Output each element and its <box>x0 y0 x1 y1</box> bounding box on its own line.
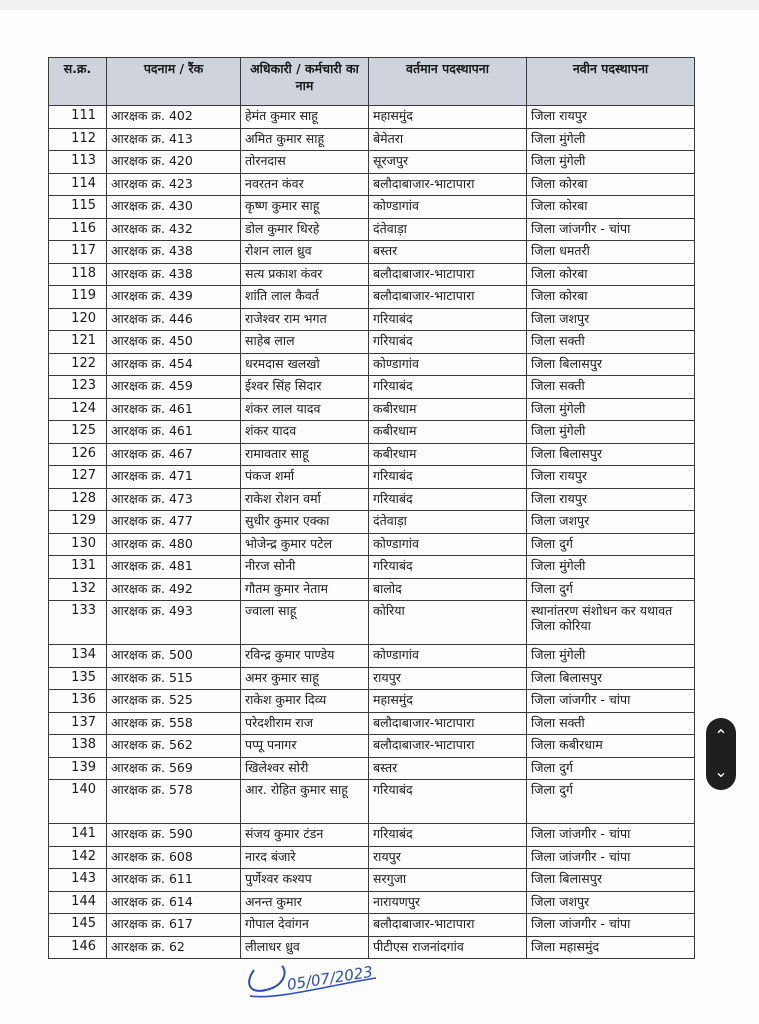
new-posting-cell: जिला दुर्ग <box>527 757 695 780</box>
rank-cell: आरक्षक क्र. 515 <box>107 667 241 690</box>
serial-cell: 131 <box>49 556 107 579</box>
name-cell: खिलेश्वर सोरी <box>241 757 369 780</box>
new-posting-cell: जिला महासमुंद <box>527 936 695 959</box>
rank-cell: आरक्षक क्र. 611 <box>107 869 241 892</box>
current-posting-cell: रायपुर <box>369 667 527 690</box>
serial-cell: 138 <box>49 735 107 758</box>
name-cell: सुधीर कुमार एक्का <box>241 511 369 534</box>
rank-cell: आरक्षक क्र. 493 <box>107 601 241 645</box>
rank-cell: आरक्षक क्र. 461 <box>107 421 241 444</box>
serial-cell: 118 <box>49 263 107 286</box>
new-posting-cell: जिला जशपुर <box>527 891 695 914</box>
rank-cell: आरक्षक क्र. 558 <box>107 712 241 735</box>
table-row <box>49 645 695 668</box>
new-posting-cell: जिला बिलासपुर <box>527 869 695 892</box>
current-posting-cell: कबीरधाम <box>369 443 527 466</box>
table-row <box>49 780 695 824</box>
current-posting-cell: बलौदाबाजार-भाटापारा <box>369 173 527 196</box>
current-posting-cell: गरियाबंद <box>369 308 527 331</box>
name-cell: राजेश्वर राम भगत <box>241 308 369 331</box>
serial-cell: 130 <box>49 533 107 556</box>
table-row <box>49 421 695 444</box>
rank-cell: आरक्षक क्र. 402 <box>107 106 241 129</box>
name-cell: अमित कुमार साहू <box>241 128 369 151</box>
table-row <box>49 466 695 489</box>
rank-cell: आरक्षक क्र. 450 <box>107 331 241 354</box>
current-posting-cell: महासमुंद <box>369 690 527 713</box>
table-header-row <box>49 58 695 106</box>
signature-date: 05/07/2023 <box>285 962 375 994</box>
header-name: अधिकारी / कर्मचारी का नाम <box>241 58 369 106</box>
serial-cell: 124 <box>49 398 107 421</box>
current-posting-cell: बलौदाबाजार-भाटापारा <box>369 286 527 309</box>
current-posting-cell: कोण्डागांव <box>369 533 527 556</box>
table-row <box>49 690 695 713</box>
serial-cell: 119 <box>49 286 107 309</box>
name-cell: राकेश रोशन वर्मा <box>241 488 369 511</box>
current-posting-cell: गरियाबंद <box>369 824 527 847</box>
table-row <box>49 308 695 331</box>
new-posting-cell: जिला रायपुर <box>527 488 695 511</box>
rank-cell: आरक्षक क्र. 471 <box>107 466 241 489</box>
table-row <box>49 488 695 511</box>
rank-cell: आरक्षक क्र. 590 <box>107 824 241 847</box>
name-cell: साहेब लाल <box>241 331 369 354</box>
new-posting-cell: जिला जांजगीर - चांपा <box>527 846 695 869</box>
table-body <box>49 106 695 959</box>
table-row <box>49 331 695 354</box>
serial-cell: 136 <box>49 690 107 713</box>
serial-cell: 114 <box>49 173 107 196</box>
current-posting-cell: बालोद <box>369 578 527 601</box>
handwritten-signature <box>236 950 386 1010</box>
rank-cell: आरक्षक क्र. 608 <box>107 846 241 869</box>
name-cell: तोरनदास <box>241 151 369 174</box>
new-posting-cell: जिला मुंगेली <box>527 421 695 444</box>
rank-cell: आरक्षक क्र. 430 <box>107 196 241 219</box>
new-posting-cell: जिला बिलासपुर <box>527 443 695 466</box>
serial-cell: 133 <box>49 601 107 645</box>
current-posting-cell: पीटीएस राजनांदगांव <box>369 936 527 959</box>
table-row <box>49 824 695 847</box>
rank-cell: आरक्षक क्र. 461 <box>107 398 241 421</box>
name-cell: कृष्ण कुमार साहू <box>241 196 369 219</box>
rank-cell: आरक्षक क्र. 432 <box>107 218 241 241</box>
new-posting-cell: जिला जशपुर <box>527 308 695 331</box>
current-posting-cell: गरियाबंद <box>369 780 527 824</box>
rank-cell: आरक्षक क्र. 614 <box>107 891 241 914</box>
name-cell: शंकर यादव <box>241 421 369 444</box>
new-posting-cell: जिला मुंगेली <box>527 398 695 421</box>
table-row <box>49 735 695 758</box>
new-posting-cell: जिला दुर्ग <box>527 578 695 601</box>
name-cell: परेदशीराम राज <box>241 712 369 735</box>
new-posting-cell: जिला कोरबा <box>527 263 695 286</box>
new-posting-cell: जिला कोरबा <box>527 196 695 219</box>
name-cell: नीरज सोनी <box>241 556 369 579</box>
current-posting-cell: कबीरधाम <box>369 421 527 444</box>
serial-cell: 117 <box>49 241 107 264</box>
rank-cell: आरक्षक क्र. 569 <box>107 757 241 780</box>
table-row <box>49 667 695 690</box>
serial-cell: 142 <box>49 846 107 869</box>
serial-cell: 141 <box>49 824 107 847</box>
current-posting-cell: महासमुंद <box>369 106 527 129</box>
current-posting-cell: बलौदाबाजार-भाटापारा <box>369 712 527 735</box>
name-cell: नवरतन कंवर <box>241 173 369 196</box>
name-cell: ज्वाला साहू <box>241 601 369 645</box>
table-row <box>49 173 695 196</box>
name-cell: धरमदास खलखो <box>241 353 369 376</box>
current-posting-cell: बलौदाबाजार-भाटापारा <box>369 735 527 758</box>
serial-cell: 145 <box>49 914 107 937</box>
current-posting-cell: बस्तर <box>369 757 527 780</box>
new-posting-cell: जिला बिलासपुर <box>527 667 695 690</box>
name-cell: पंकज शर्मा <box>241 466 369 489</box>
name-cell: रोशन लाल ध्रुव <box>241 241 369 264</box>
rank-cell: आरक्षक क्र. 439 <box>107 286 241 309</box>
serial-cell: 112 <box>49 128 107 151</box>
rank-cell: आरक्षक क्र. 467 <box>107 443 241 466</box>
serial-cell: 120 <box>49 308 107 331</box>
serial-cell: 126 <box>49 443 107 466</box>
name-cell: अमर कुमार साहू <box>241 667 369 690</box>
new-posting-cell: स्थानांतरण संशोधन कर यथावत जिला कोरिया <box>527 601 695 645</box>
chevron-up-icon[interactable]: ⌃ <box>714 726 728 745</box>
name-cell: लीलाधर ध्रुव <box>241 936 369 959</box>
current-posting-cell: कोण्डागांव <box>369 645 527 668</box>
table-row <box>49 914 695 937</box>
new-posting-cell: जिला सक्ती <box>527 376 695 399</box>
rank-cell: आरक्षक क्र. 438 <box>107 263 241 286</box>
rank-cell: आरक्षक क्र. 423 <box>107 173 241 196</box>
table-row <box>49 511 695 534</box>
current-posting-cell: दंतेवाड़ा <box>369 511 527 534</box>
new-posting-cell: जिला मुंगेली <box>527 645 695 668</box>
name-cell: डोल कुमार धिरहे <box>241 218 369 241</box>
serial-cell: 123 <box>49 376 107 399</box>
serial-cell: 134 <box>49 645 107 668</box>
current-posting-cell: नारायणपुर <box>369 891 527 914</box>
name-cell: ईश्वर सिंह सिदार <box>241 376 369 399</box>
rank-cell: आरक्षक क्र. 413 <box>107 128 241 151</box>
serial-cell: 129 <box>49 511 107 534</box>
new-posting-cell: जिला जांजगीर - चांपा <box>527 914 695 937</box>
serial-cell: 111 <box>49 106 107 129</box>
table-row <box>49 286 695 309</box>
new-posting-cell: जिला धमतरी <box>527 241 695 264</box>
new-posting-cell: जिला कोरबा <box>527 173 695 196</box>
new-posting-cell: जिला रायपुर <box>527 106 695 129</box>
rank-cell: आरक्षक क्र. 617 <box>107 914 241 937</box>
table-row <box>49 398 695 421</box>
serial-cell: 132 <box>49 578 107 601</box>
new-posting-cell: जिला कबीरधाम <box>527 735 695 758</box>
rank-cell: आरक्षक क्र. 492 <box>107 578 241 601</box>
chevron-down-icon[interactable]: ⌄ <box>714 762 728 781</box>
table-row <box>49 376 695 399</box>
current-posting-cell: गरियाबंद <box>369 556 527 579</box>
current-posting-cell: कोण्डागांव <box>369 353 527 376</box>
serial-cell: 121 <box>49 331 107 354</box>
name-cell: हेमंत कुमार साहू <box>241 106 369 129</box>
serial-cell: 143 <box>49 869 107 892</box>
serial-cell: 115 <box>49 196 107 219</box>
serial-cell: 113 <box>49 151 107 174</box>
current-posting-cell: बेमेतरा <box>369 128 527 151</box>
rank-cell: आरक्षक क्र. 477 <box>107 511 241 534</box>
rank-cell: आरक्षक क्र. 438 <box>107 241 241 264</box>
table-row <box>49 556 695 579</box>
table-row <box>49 106 695 129</box>
new-posting-cell: जिला बिलासपुर <box>527 353 695 376</box>
rank-cell: आरक्षक क्र. 562 <box>107 735 241 758</box>
serial-cell: 146 <box>49 936 107 959</box>
current-posting-cell: गरियाबंद <box>369 376 527 399</box>
new-posting-cell: जिला दुर्ग <box>527 533 695 556</box>
serial-cell: 137 <box>49 712 107 735</box>
table-row <box>49 846 695 869</box>
new-posting-cell: जिला कोरबा <box>527 286 695 309</box>
table-row <box>49 263 695 286</box>
current-posting-cell: गरियाबंद <box>369 488 527 511</box>
rank-cell: आरक्षक क्र. 481 <box>107 556 241 579</box>
new-posting-cell: जिला मुंगेली <box>527 556 695 579</box>
table-row <box>49 757 695 780</box>
new-posting-cell: जिला जांजगीर - चांपा <box>527 690 695 713</box>
rank-cell: आरक्षक क्र. 578 <box>107 780 241 824</box>
rank-cell: आरक्षक क्र. 459 <box>107 376 241 399</box>
name-cell: गोपाल देवांगन <box>241 914 369 937</box>
current-posting-cell: गरियाबंद <box>369 466 527 489</box>
current-posting-cell: सरगुजा <box>369 869 527 892</box>
header-serial: स.क्र. <box>49 58 107 106</box>
header-new-posting: नवीन पदस्थापना <box>527 58 695 106</box>
serial-cell: 139 <box>49 757 107 780</box>
new-posting-cell: जिला सक्ती <box>527 331 695 354</box>
header-rank: पदनाम / रैंक <box>107 58 241 106</box>
current-posting-cell: बलौदाबाजार-भाटापारा <box>369 263 527 286</box>
new-posting-cell: जिला जशपुर <box>527 511 695 534</box>
table-row <box>49 601 695 645</box>
serial-cell: 140 <box>49 780 107 824</box>
table-row <box>49 196 695 219</box>
page-nav-control <box>706 718 736 790</box>
new-posting-cell: जिला रायपुर <box>527 466 695 489</box>
serial-cell: 135 <box>49 667 107 690</box>
name-cell: सत्य प्रकाश कंवर <box>241 263 369 286</box>
current-posting-cell: कोरिया <box>369 601 527 645</box>
name-cell: संजय कुमार टंडन <box>241 824 369 847</box>
serial-cell: 125 <box>49 421 107 444</box>
table-row <box>49 578 695 601</box>
rank-cell: आरक्षक क्र. 62 <box>107 936 241 959</box>
current-posting-cell: सूरजपुर <box>369 151 527 174</box>
serial-cell: 116 <box>49 218 107 241</box>
table-row <box>49 443 695 466</box>
name-cell: गौतम कुमार नेताम <box>241 578 369 601</box>
rank-cell: आरक्षक क्र. 446 <box>107 308 241 331</box>
name-cell: रामावतार साहू <box>241 443 369 466</box>
rank-cell: आरक्षक क्र. 480 <box>107 533 241 556</box>
serial-cell: 122 <box>49 353 107 376</box>
table-row <box>49 353 695 376</box>
table-row <box>49 533 695 556</box>
name-cell: पप्पू पनागर <box>241 735 369 758</box>
rank-cell: आरक्षक क्र. 525 <box>107 690 241 713</box>
header-current-posting: वर्तमान पदस्थापना <box>369 58 527 106</box>
serial-cell: 127 <box>49 466 107 489</box>
transfer-table <box>48 57 695 959</box>
table-row <box>49 241 695 264</box>
rank-cell: आरक्षक क्र. 500 <box>107 645 241 668</box>
name-cell: रविन्द्र कुमार पाण्डेय <box>241 645 369 668</box>
current-posting-cell: दंतेवाड़ा <box>369 218 527 241</box>
table-row <box>49 128 695 151</box>
new-posting-cell: जिला सक्ती <box>527 712 695 735</box>
name-cell: पुर्णेश्वर कश्यप <box>241 869 369 892</box>
current-posting-cell: कोण्डागांव <box>369 196 527 219</box>
rank-cell: आरक्षक क्र. 473 <box>107 488 241 511</box>
table-row <box>49 712 695 735</box>
current-posting-cell: कबीरधाम <box>369 398 527 421</box>
name-cell: भोजेन्द्र कुमार पटेल <box>241 533 369 556</box>
new-posting-cell: जिला दुर्ग <box>527 780 695 824</box>
table-row <box>49 218 695 241</box>
name-cell: अनन्त कुमार <box>241 891 369 914</box>
new-posting-cell: जिला जांजगीर - चांपा <box>527 824 695 847</box>
new-posting-cell: जिला मुंगेली <box>527 128 695 151</box>
name-cell: शांति लाल कैवर्त <box>241 286 369 309</box>
table-row <box>49 869 695 892</box>
current-posting-cell: गरियाबंद <box>369 331 527 354</box>
name-cell: नारद बंजारे <box>241 846 369 869</box>
name-cell: आर. रोहित कुमार साहू <box>241 780 369 824</box>
name-cell: शंकर लाल यादव <box>241 398 369 421</box>
serial-cell: 144 <box>49 891 107 914</box>
table-row <box>49 151 695 174</box>
table-row <box>49 891 695 914</box>
rank-cell: आरक्षक क्र. 454 <box>107 353 241 376</box>
current-posting-cell: रायपुर <box>369 846 527 869</box>
new-posting-cell: जिला जांजगीर - चांपा <box>527 218 695 241</box>
current-posting-cell: बलौदाबाजार-भाटापारा <box>369 914 527 937</box>
current-posting-cell: बस्तर <box>369 241 527 264</box>
new-posting-cell: जिला मुंगेली <box>527 151 695 174</box>
name-cell: राकेश कुमार दिव्य <box>241 690 369 713</box>
signature-stroke <box>249 966 284 991</box>
rank-cell: आरक्षक क्र. 420 <box>107 151 241 174</box>
serial-cell: 128 <box>49 488 107 511</box>
